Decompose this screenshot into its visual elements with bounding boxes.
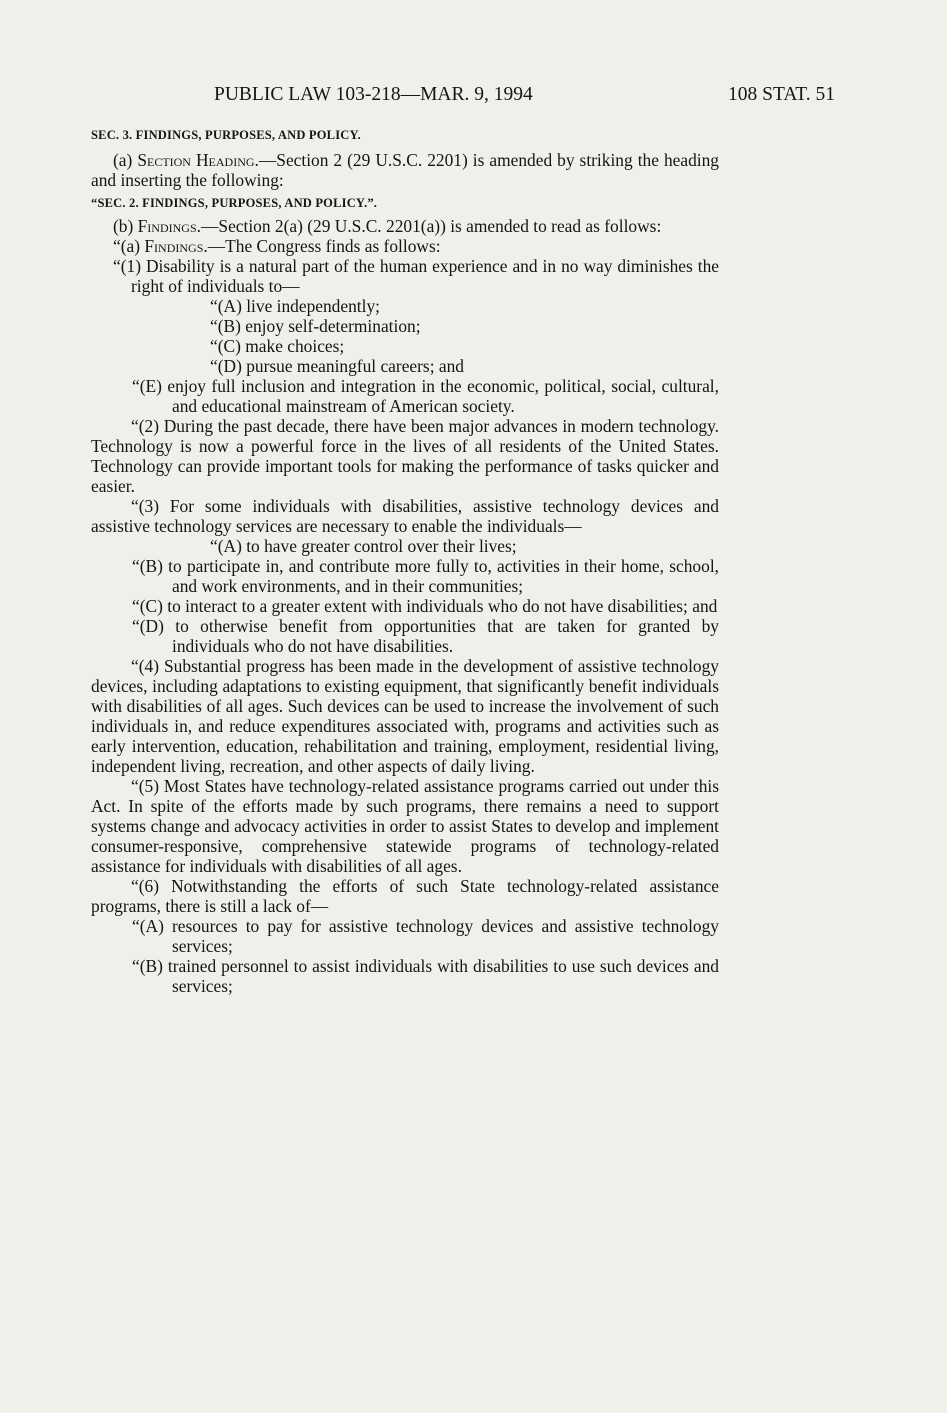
running-header	[0, 84, 947, 114]
finding-4: “(4) Substantial progress has been made in the development of assistive technology devices, including adaptations to existing equipment, that significantly benefit individuals with disabilities of all ages. Such devices can be used to increase the involvement of such individuals in, and reduce expenditures associated with, programs and activities such as early intervention, education, rehabilitation and training, employment, residential living, independent living, recreation, and other aspects of daily living.	[91, 656, 719, 776]
subsection-a-label: “(a)	[113, 236, 145, 256]
finding-6-item-a: “(A) resources to pay for assistive technology devices and assistive technology services;	[132, 916, 719, 956]
paragraph-a	[91, 150, 719, 190]
finding-3-item-c: “(C) to interact to a greater extent with individuals who do not have disabilities; and	[132, 596, 718, 616]
finding-1-item-c: “(C) make choices;	[210, 336, 345, 356]
finding-3-item-d: “(D) to otherwise benefit from opportunities that are taken for granted by individuals who do not have disabilities.	[132, 616, 719, 656]
subsection-a-text: .—The Congress finds as follows:	[203, 236, 441, 256]
finding-5: “(5) Most States have technology-related assistance programs carried out under this Act. In spite of the efforts made by such programs, there remains a need to support systems change and advocacy activities in order to assist States to develop and implement consumer-responsive, comprehensive statewide programs of technology-related assistance for individuals with disabilities of all ages.	[91, 776, 719, 876]
finding-3-item-a: “(A) to have greater control over their lives;	[210, 536, 517, 556]
finding-2: “(2) During the past decade, there have been major advances in modern technology. Technology is now a powerful force in the lives of all residents of the United States. Technology can provide important tools for making the performance of tasks quicker and easier.	[91, 416, 719, 496]
finding-1: “(1) Disability is a natural part of the human experience and in no way diminishes the right of individuals to—	[113, 256, 719, 296]
paragraph-b	[91, 216, 719, 236]
paragraph-a-text: .—Section 2 (29 U.S.C. 2201) is amended by striking the heading and inserting the following:	[91, 150, 719, 190]
paragraph-a-caption: Section Heading	[137, 150, 255, 170]
inserted-heading: “SEC. 2. FINDINGS, PURPOSES, AND POLICY.”.	[91, 196, 378, 210]
finding-1-item-e: “(E) enjoy full inclusion and integration in the economic, political, social, cultural, and educational mainstream of American society.	[132, 376, 719, 416]
header-stat-citation: 108 STAT. 51	[728, 84, 835, 105]
finding-1-item-a: “(A) live independently;	[210, 296, 380, 316]
paragraph-b-caption: Findings	[137, 216, 197, 236]
paragraph-a-label: (a)	[113, 150, 138, 170]
paragraph-b-text: .—Section 2(a) (29 U.S.C. 2201(a)) is amended to read as follows:	[196, 216, 662, 236]
finding-1-item-b: “(B) enjoy self-determination;	[210, 316, 421, 336]
finding-6-item-b: “(B) trained personnel to assist individuals with disabilities to use such devices and services;	[132, 956, 719, 996]
finding-3-item-b: “(B) to participate in, and contribute more fully to, activities in their home, school, and work environments, and in their communities;	[132, 556, 719, 596]
finding-3: “(3) For some individuals with disabilities, assistive technology devices and assistive technology services are necessary to enable the individuals—	[91, 496, 719, 536]
subsection-a	[91, 236, 719, 256]
section-heading: SEC. 3. FINDINGS, PURPOSES, AND POLICY.	[91, 128, 361, 142]
paragraph-b-label: (b)	[113, 216, 138, 236]
finding-6: “(6) Notwithstanding the efforts of such State technology-related assistance programs, there is still a lack of—	[91, 876, 719, 916]
subsection-a-caption: Findings	[144, 236, 204, 256]
document-body	[91, 126, 719, 996]
finding-1-item-d: “(D) pursue meaningful careers; and	[210, 356, 464, 376]
header-title: PUBLIC LAW 103-218—MAR. 9, 1994	[214, 84, 533, 105]
